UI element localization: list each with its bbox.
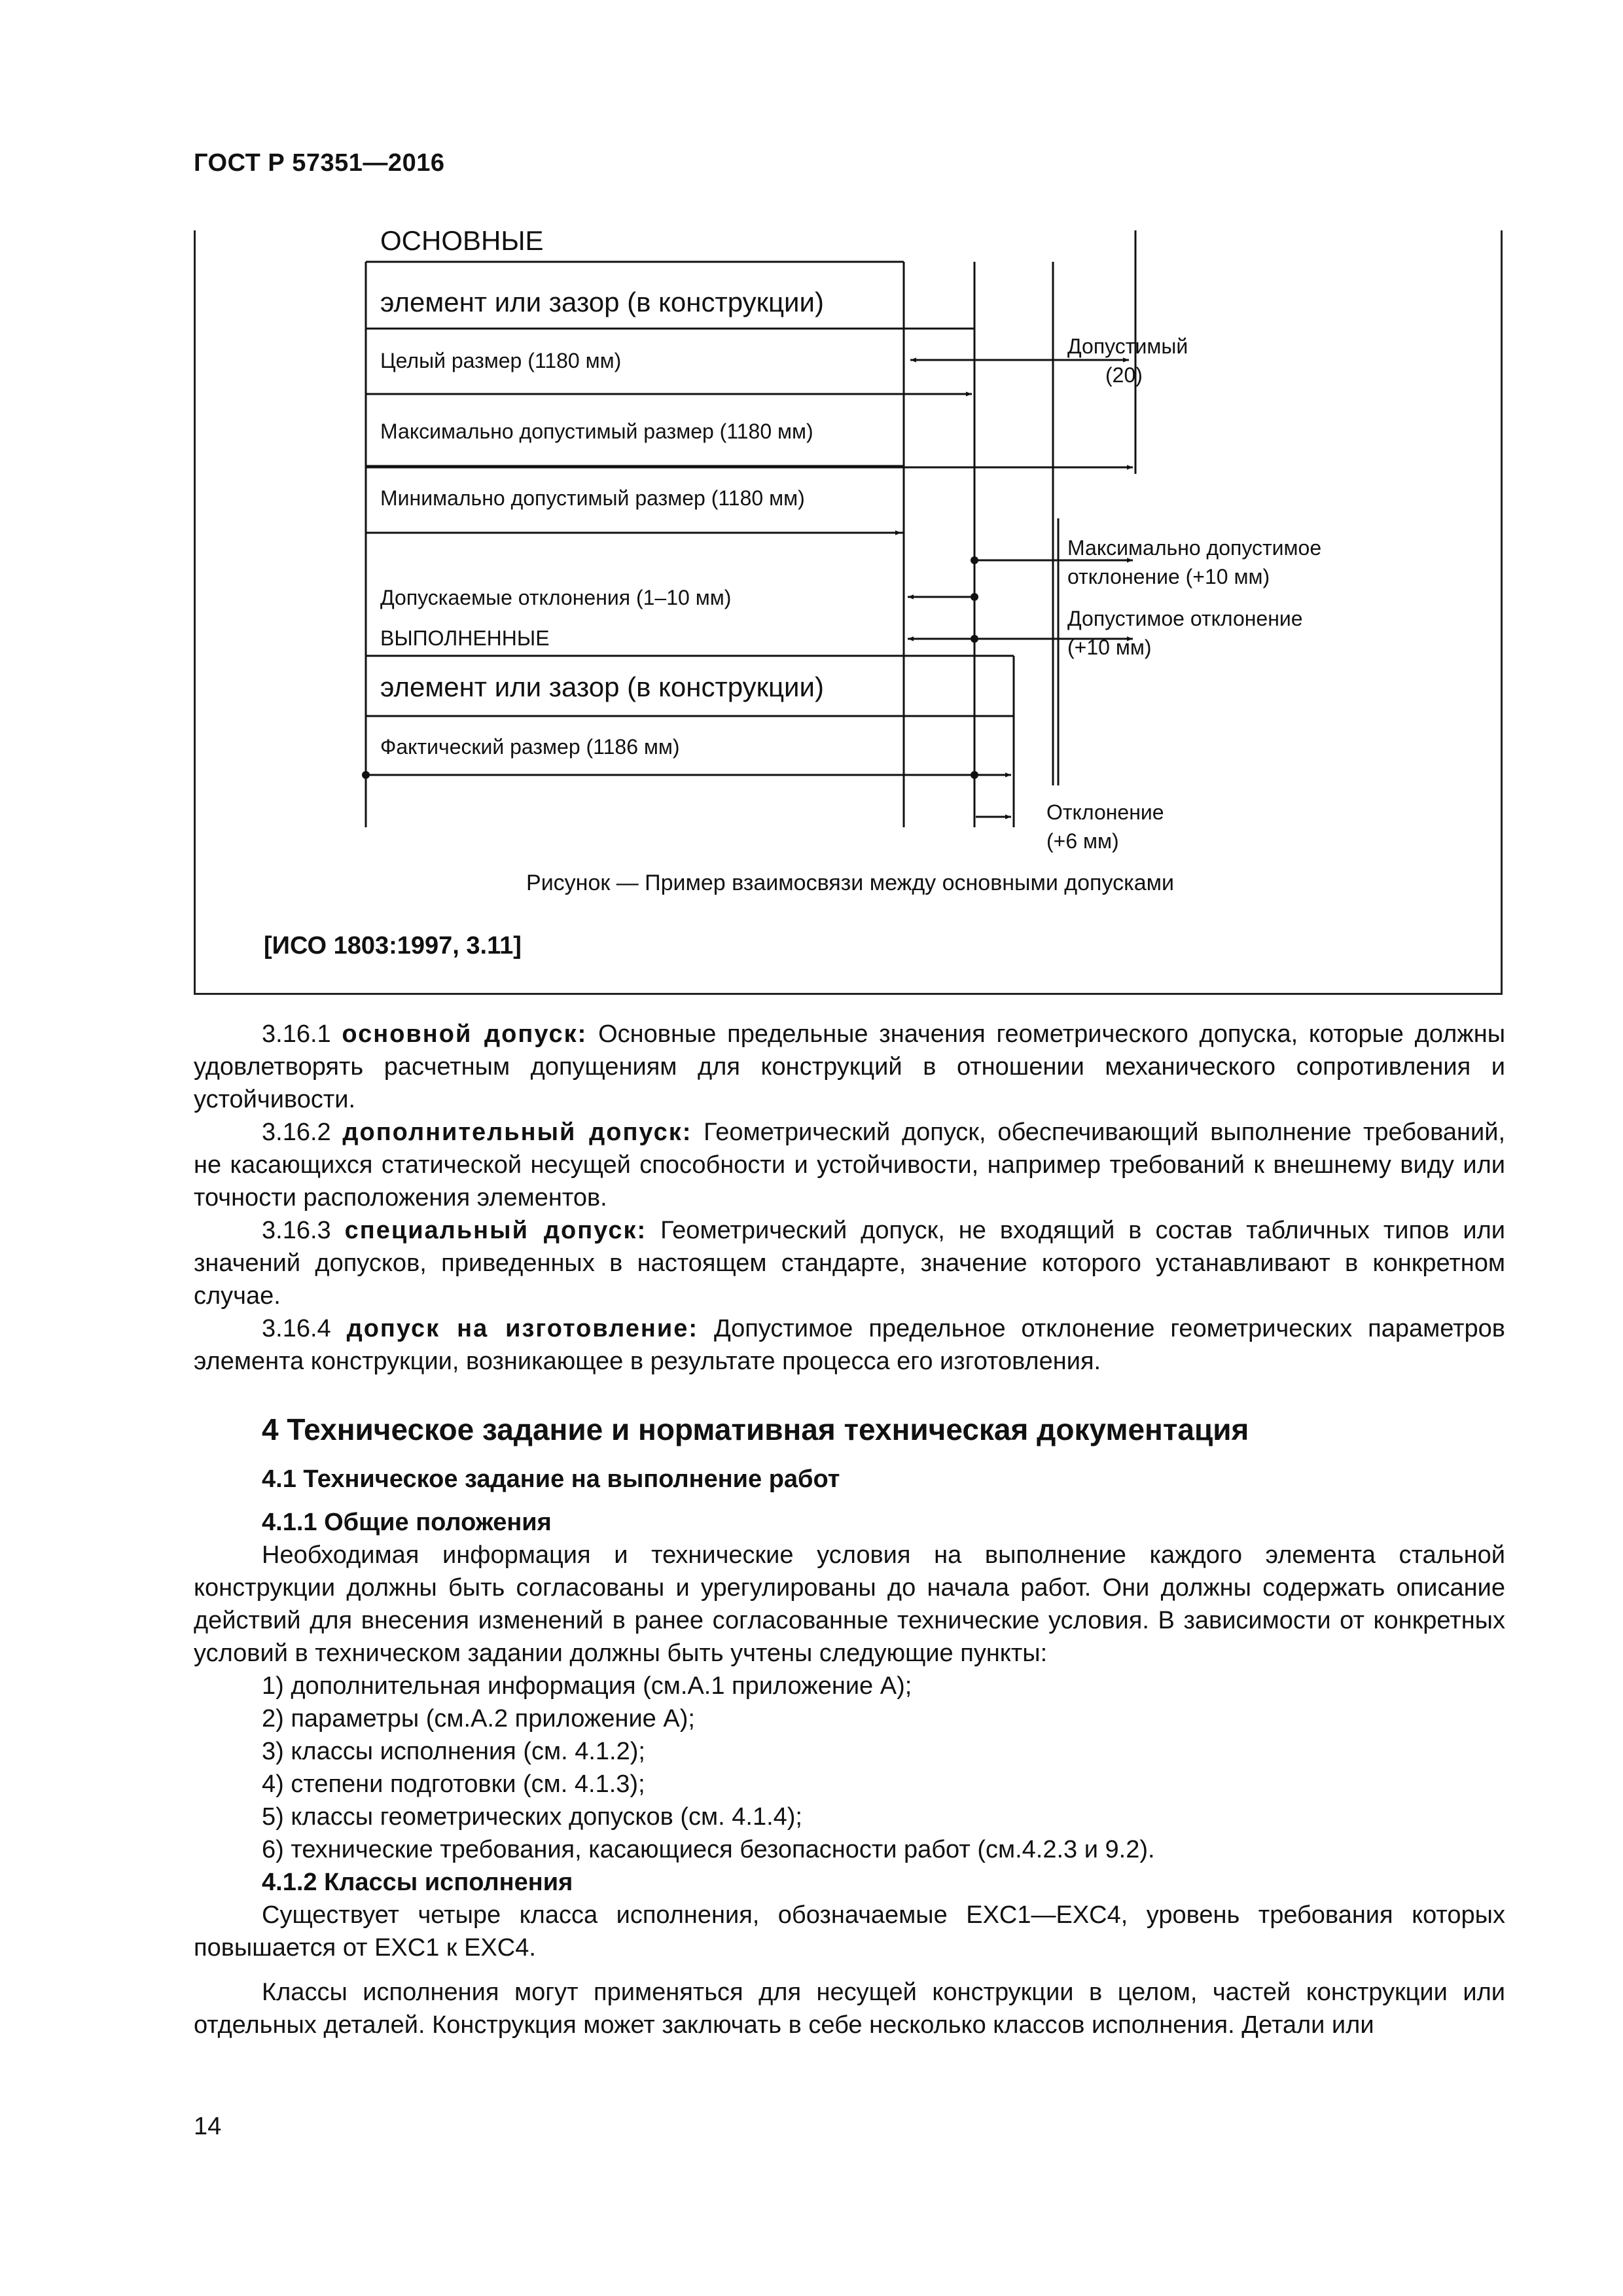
- document-body: [194, 1018, 1505, 2041]
- figure-caption: Рисунок — Пример взаимосвязи между основными допусками: [526, 870, 1174, 895]
- node-1: [971, 556, 978, 564]
- label-min-size: Минимально допустимый размер (1180 мм): [380, 486, 805, 510]
- definition-3-16-2: 3.16.2 дополнительный допуск: Геометрический допуск, обеспечивающий выполнение требований, не касающихся статической несущей способности и устойчивости, например требований к внешнему виду или точности расположения элементов.: [194, 1119, 1506, 1211]
- definition-3-16-1: 3.16.1 основной допуск: Основные предельные значения геометрического допуска, которые должны удовлетворять расчетным допущениям для конструкций в отношении механического сопротивления и устойчивости.: [194, 1020, 1506, 1113]
- label-allowed-dev-2: (+10 мм): [1067, 636, 1152, 659]
- label-element-basic: элемент или зазор (в конструкции): [380, 287, 824, 317]
- paragraph-classes-1: Существует четыре класса исполнения, обозначаемые EXC1—EXC4, уровень требования которых повышается от EXC1 к EXC4.: [194, 1901, 1505, 1962]
- label-permitted-dev: Допускаемые отклонения (1–10 мм): [380, 586, 732, 609]
- label-max-size: Максимально допустимый размер (1180 мм): [380, 420, 813, 443]
- node-2: [971, 593, 978, 601]
- label-basic-title: ОСНОВНЫЕ: [380, 230, 544, 256]
- node-3: [971, 635, 978, 643]
- list-item: 5) классы геометрических допусков (см. 4.1.4);: [262, 1803, 802, 1831]
- node-4: [971, 771, 978, 779]
- list-item: 4) степени подготовки (см. 4.1.3);: [262, 1770, 645, 1798]
- list-item: 6) технические требования, касающиеся безопасности работ (см.4.2.3 и 9.2).: [262, 1836, 1155, 1863]
- label-max-dev-2: отклонение (+10 мм): [1067, 565, 1270, 588]
- label-deviation-1: Отклонение: [1046, 800, 1164, 824]
- label-whole-size: Целый размер (1180 мм): [380, 349, 622, 372]
- label-allowed-1: Допустимый: [1067, 334, 1188, 358]
- section-4-1-1-heading: 4.1.1 Общие положения: [262, 1509, 552, 1536]
- definition-3-16-4: 3.16.4 допуск на изготовление: Допустимое предельное отклонение геометрических параметров элемента конструкции, возникающее в результате процесса его изготовления.: [194, 1315, 1505, 1375]
- label-deviation-2: (+6 мм): [1046, 829, 1119, 853]
- label-allowed-dev-1: Допустимое отклонение: [1067, 607, 1303, 630]
- page-number: 14: [194, 2113, 222, 2140]
- tolerance-diagram: [196, 230, 1505, 859]
- list-item: 2) параметры (см.А.2 приложение А);: [262, 1705, 695, 1732]
- paragraph-general: Необходимая информация и технические условия на выполнение каждого элемента стальной конструкции должны быть согласованы и урегулированы до начала работ. Они должны содержать описание действий для внесения изменений в ранее согласованные технические условия. В зависимости от конкретных условий в техническом задании должны быть учтены следующие пункты:: [194, 1541, 1505, 1667]
- label-max-dev-1: Максимально допустимое: [1067, 536, 1322, 560]
- paragraph-classes-2: Классы исполнения могут применяться для несущей конструкции в целом, частей конструкции или отдельных деталей. Конструкция может заключать в себе несколько классов исполнения. Детали или: [194, 1979, 1505, 2039]
- document-code-header: ГОСТ Р 57351—2016: [194, 149, 445, 177]
- label-actual-size: Фактический размер (1186 мм): [380, 735, 680, 759]
- label-executed-title: ВЫПОЛНЕННЫЕ: [380, 626, 550, 650]
- list-item: 3) классы исполнения (см. 4.1.2);: [262, 1738, 645, 1765]
- label-element-exec: элемент или зазор (в конструкции): [380, 672, 824, 702]
- section-4-1-heading: 4.1 Техническое задание на выполнение работ: [262, 1465, 840, 1493]
- figure-reference: [ИСО 1803:1997, 3.11]: [264, 932, 522, 960]
- figure-frame: [194, 230, 1503, 995]
- list-item: 1) дополнительная информация (см.А.1 приложение А);: [262, 1672, 912, 1700]
- definition-3-16-3: 3.16.3 специальный допуск: Геометрический допуск, не входящий в состав табличных типов или значений допусков, приведенных в настоящем стандарте, значение которого устанавливают в конкретном случае.: [194, 1217, 1505, 1310]
- section-4-1-2-heading: 4.1.2 Классы исполнения: [262, 1869, 573, 1896]
- section-4-heading: 4 Техническое задание и нормативная техническая документация: [262, 1412, 1249, 1446]
- label-allowed-2: (20): [1105, 363, 1143, 387]
- node-5: [362, 771, 370, 779]
